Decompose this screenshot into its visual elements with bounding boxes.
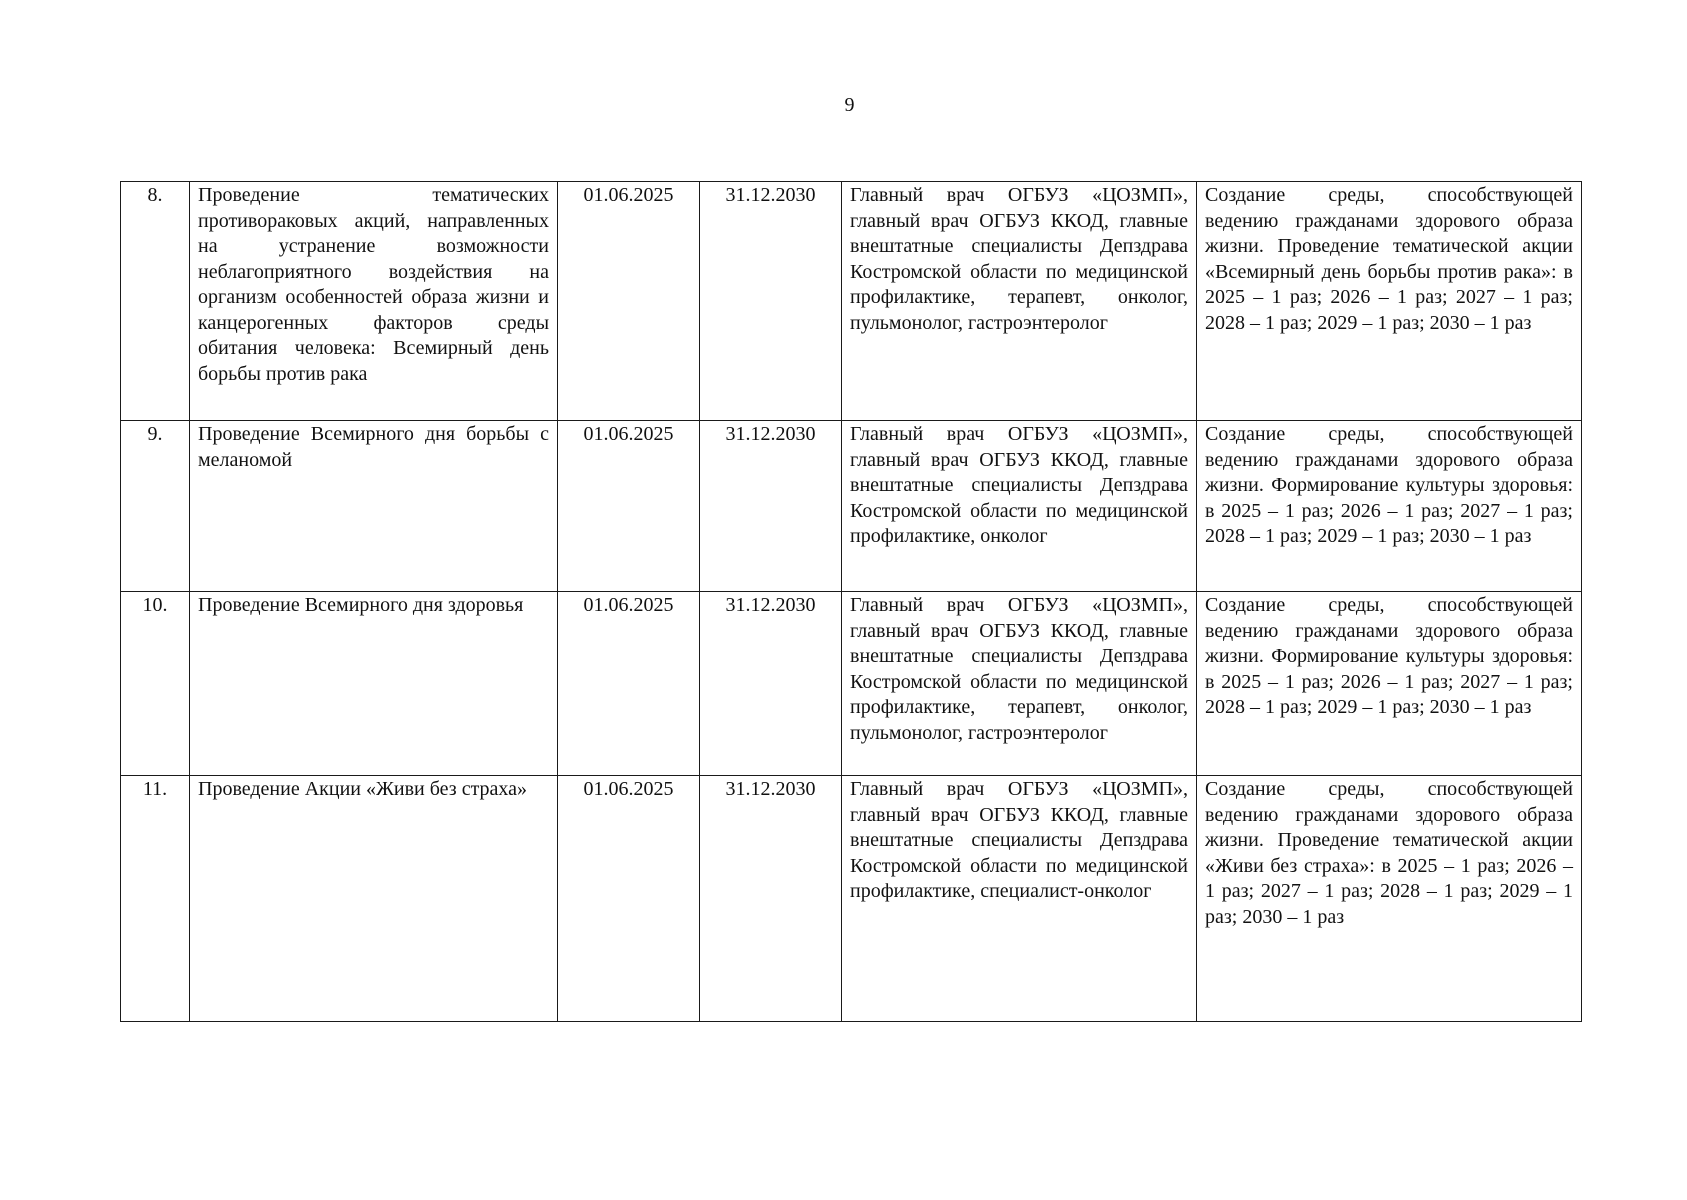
end-date: 31.12.2030 [700, 182, 842, 421]
page-number [0, 94, 1687, 117]
table-row [121, 592, 1582, 776]
table-row [121, 421, 1582, 592]
end-date: 31.12.2030 [700, 592, 842, 776]
event-name: Проведение Всемирного дня здоровья [190, 592, 558, 776]
end-date: 31.12.2030 [700, 421, 842, 592]
table-row [121, 776, 1582, 1022]
page-number-text: 9 [844, 94, 855, 116]
responsible-parties: Главный врач ОГБУЗ «ЦОЗМП», главный врач ОГБУЗ ККОД, главные внештатные специалисты Депздрава Костромской области по медицинской профилактике, специалист-онколог [842, 776, 1197, 1022]
start-date: 01.06.2025 [558, 592, 700, 776]
table-row [121, 182, 1582, 421]
start-date: 01.06.2025 [558, 776, 700, 1022]
row-number: 9. [121, 421, 190, 592]
row-number: 11. [121, 776, 190, 1022]
end-date: 31.12.2030 [700, 776, 842, 1022]
measures-table [120, 181, 1582, 1022]
start-date: 01.06.2025 [558, 421, 700, 592]
expected-result: Создание среды, способствующей ведению гражданами здорового образа жизни. Формирование культуры здоровья: в 2025 – 1 раз; 2026 – 1 раз; 2027 – 1 раз; 2028 – 1 раз; 2029 – 1 раз; 2030 – 1 раз [1197, 421, 1582, 592]
event-name: Проведение тематических противораковых акций, направленных на устранение возможности неблагоприятного воздействия на организм особенностей образа жизни и канцерогенных факторов среды обитания человека: Всемирный день борьбы против рака [190, 182, 558, 421]
start-date: 01.06.2025 [558, 182, 700, 421]
responsible-parties: Главный врач ОГБУЗ «ЦОЗМП», главный врач ОГБУЗ ККОД, главные внештатные специалисты Депздрава Костромской области по медицинской профилактике, терапевт, онколог, пульмонолог, гастроэнтеролог [842, 182, 1197, 421]
event-name: Проведение Всемирного дня борьбы с меланомой [190, 421, 558, 592]
responsible-parties: Главный врач ОГБУЗ «ЦОЗМП», главный врач ОГБУЗ ККОД, главные внештатные специалисты Депздрава Костромской области по медицинской профилактике, терапевт, онколог, пульмонолог, гастроэнтеролог [842, 592, 1197, 776]
expected-result: Создание среды, способствующей ведению гражданами здорового образа жизни. Проведение тематической акции «Живи без страха»: в 2025 – 1 раз; 2026 – 1 раз; 2027 – 1 раз; 2028 – 1 раз; 2029 – 1 раз; 2030 – 1 раз [1197, 776, 1582, 1022]
expected-result: Создание среды, способствующей ведению гражданами здорового образа жизни. Формирование культуры здоровья: в 2025 – 1 раз; 2026 – 1 раз; 2027 – 1 раз; 2028 – 1 раз; 2029 – 1 раз; 2030 – 1 раз [1197, 592, 1582, 776]
row-number: 10. [121, 592, 190, 776]
event-name: Проведение Акции «Живи без страха» [190, 776, 558, 1022]
row-number: 8. [121, 182, 190, 421]
responsible-parties: Главный врач ОГБУЗ «ЦОЗМП», главный врач ОГБУЗ ККОД, главные внештатные специалисты Депздрава Костромской области по медицинской профилактике, онколог [842, 421, 1197, 592]
expected-result: Создание среды, способствующей ведению гражданами здорового образа жизни. Проведение тематической акции «Всемирный день борьбы против рака»: в 2025 – 1 раз; 2026 – 1 раз; 2027 – 1 раз; 2028 – 1 раз; 2029 – 1 раз; 2030 – 1 раз [1197, 182, 1582, 421]
